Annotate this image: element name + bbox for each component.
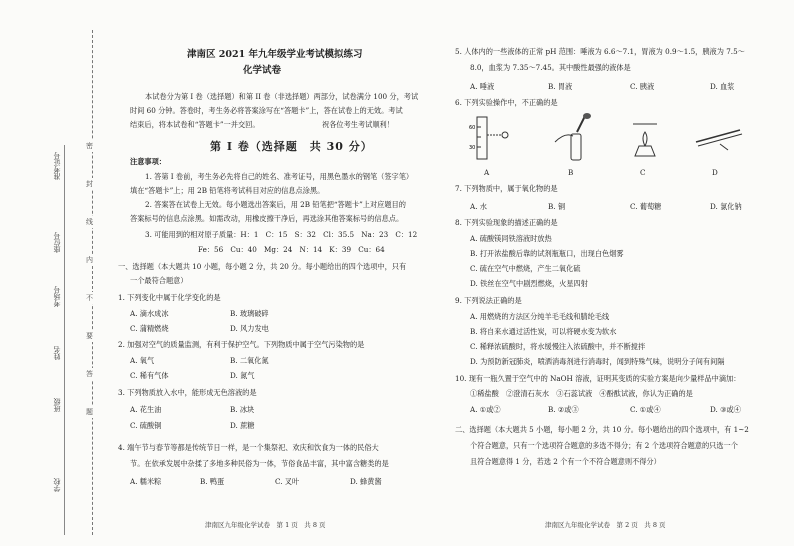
q10-option-a: A. ①或② xyxy=(470,405,501,414)
question-10-items: ①稀盐酸 ②澄清石灰水 ③石蕊试液 ④酚酞试液，你认为正确的是 xyxy=(470,389,693,398)
figure-label-c: C xyxy=(640,168,646,177)
q8-option-c: C. 硫在空气中燃烧，产生二氧化硫 xyxy=(470,264,581,273)
q9-option-b: B. 将自来水通过活性炭，可以将硬水变为软水 xyxy=(470,327,617,336)
q4-option-b: B. 鸭蛋 xyxy=(200,477,225,486)
q5-option-b: B. 胃液 xyxy=(548,82,573,91)
intro-line: 本试卷分为第 I 卷（选择题）和第 II 卷（非选择题）两部分，试卷满分 100 分，考试 xyxy=(145,92,419,101)
q7-option-d: D. 氯化钠 xyxy=(710,202,742,211)
q1-option-a: A. 滴水成冰 xyxy=(130,309,169,318)
q3-option-b: B. 冰块 xyxy=(230,405,255,414)
seal-char: 封 xyxy=(86,180,93,188)
notes-title: 注意事项： xyxy=(130,157,166,166)
section2-heading: 二、选择题（本大题共 5 小题，每小题 2 分，共 10 分。每小题给出的四个选项中，有 1~2 xyxy=(455,425,749,434)
figure-d-test-tube-heating xyxy=(690,116,750,156)
section2-heading: 个符合题意，只有一个选项符合题意的多选不得分；有 2 个选项符合题意的只选一个 xyxy=(470,441,738,450)
figure-label-d: D xyxy=(712,168,718,177)
question-6-stem: 6. 下列实验操作中，不正确的是 xyxy=(455,98,558,107)
q8-option-a: A. 硫酸镁同铁溶液时放热 xyxy=(470,234,552,243)
note-line: Fe：56 Cu：40 Mg：24 N：14 K：39 Cu：64 xyxy=(198,245,385,254)
question-2-stem: 2. 加强对空气的质量监测，有利于保护空气。下列物质中属于空气污染物的是 xyxy=(118,340,365,349)
question-7-stem: 7. 下列物质中，属于氧化物的是 xyxy=(455,184,558,193)
q2-option-d: D. 氮气 xyxy=(230,371,255,380)
q8-option-b: B. 打开浓盐酸后靠的试剂瓶瓶口，出现白色烟雾 xyxy=(470,249,624,258)
seal-char: 要 xyxy=(86,332,93,340)
fill-line xyxy=(64,145,65,535)
seal-line xyxy=(92,30,93,535)
question-5-stem: 5. 人体内的一些液体的正常 pH 范围：唾液为 6.6～7.1，胃液为 0.9～1.5，胰液为 7.5～ xyxy=(455,47,745,56)
q5-option-d: D. 血浆 xyxy=(710,82,735,91)
q2-option-a: A. 氧气 xyxy=(130,356,155,365)
q9-option-d: D. 为预防新冠肺炎，喷洒消毒剂进行消毒时，闻到特殊气味，说明分子间有间隔 xyxy=(470,357,725,366)
figure-c-burner xyxy=(625,114,665,164)
q3-option-a: A. 花生油 xyxy=(130,405,162,414)
q2-option-b: B. 二氧化氮 xyxy=(230,356,269,365)
note-line: 1. 答第 I 卷前，考生务必先将自己的姓名、准考证号，用黑色墨水的钢笔（签字笔） xyxy=(145,172,414,181)
seal-char: 答 xyxy=(86,370,93,378)
intro-line: 结束后，将本试卷和“答题卡”一并交回。 xyxy=(130,120,260,129)
q10-option-b: B. ②或③ xyxy=(548,405,579,414)
figure-b-dropper xyxy=(545,112,605,164)
question-8-stem: 8. 下列实验现象的描述正确的是 xyxy=(455,218,558,227)
q7-option-b: B. 铜 xyxy=(548,202,566,211)
q3-option-c: C. 硫酸铜 xyxy=(130,421,162,430)
question-4-stem: 4. 端午节与春节等都是传统节日一样，是一个集祭祀、欢庆和饮食为一体的民俗大 xyxy=(118,443,379,452)
ticket-no-label: 准考证号 xyxy=(53,152,61,180)
question-4-stem: 节。在依承发展中杂揉了多地多种民俗为一体，节俗食品丰富，其中富含糖类的是 xyxy=(130,459,389,468)
q2-option-c: C. 稀有气体 xyxy=(130,371,169,380)
q5-option-c: C. 胰液 xyxy=(630,82,655,91)
question-10-stem: 10. 现有一瓶久置于空气中的 NaOH 溶液，证明其变质的实验方案是向少量样品中滴加： xyxy=(455,374,741,383)
seat-no-label: 座位号 xyxy=(53,232,61,253)
figure-a-cylinder-reading xyxy=(465,113,525,163)
q1-option-d: D. 风力发电 xyxy=(230,324,269,333)
part1-title: 第 I 卷（选择题 共 30 分） xyxy=(210,140,373,153)
q1-option-b: B. 玻璃破碎 xyxy=(230,309,269,318)
question-1-stem: 1. 下列变化中属于化学变化的是 xyxy=(118,293,221,302)
seal-char: 密 xyxy=(86,142,93,150)
question-9-stem: 9. 下列说法正确的是 xyxy=(455,296,522,305)
q4-option-d: D. 蜂黄酱 xyxy=(350,477,382,486)
question-3-stem: 3. 下列物质放入水中，能形成无色溶液的是 xyxy=(118,388,257,397)
figure-label-b: B xyxy=(568,168,574,177)
q4-option-c: C. 叉叶 xyxy=(275,477,300,486)
q9-option-a: A. 用燃烧的方法区分纯羊毛毛线和腈纶毛线 xyxy=(470,312,610,321)
q7-option-c: C. 葡萄糖 xyxy=(630,202,662,211)
note-line: 3. 可能用到的相对原子质量：H：1 C：15 S：32 Cl：35.5 Na：23 C：12 xyxy=(145,230,418,239)
footer-page-1: 津南区九年级化学试卷 第 1 页 共 8 页 xyxy=(205,521,326,529)
svg-text:30: 30 xyxy=(469,145,476,151)
q10-option-c: C. ①或④ xyxy=(630,405,661,414)
intro-line: 时间 60 分钟。答卷时，考生务必将答案涂写在“答题卡”上，答在试卷上的无效。考试 xyxy=(130,106,403,115)
q10-option-d: D. ③或④ xyxy=(710,405,741,414)
q9-option-c: C. 稀释浓硫酸时，将水缓慢注入浓硫酸中，并不断搅拌 xyxy=(470,342,646,351)
seal-char: 不 xyxy=(86,294,93,302)
name-label: 姓名 xyxy=(53,346,61,360)
note-line: 2. 答案答在试卷上无效。每小题选出答案后，用 2B 铅笔把“答题卡”上对应题目的 xyxy=(145,200,406,209)
footer-page-2: 津南区九年级化学试卷 第 2 页 共 8 页 xyxy=(545,521,666,529)
seal-char: 内 xyxy=(86,256,93,264)
school-label: 学校 xyxy=(53,478,61,492)
svg-text:60: 60 xyxy=(469,125,476,131)
exam-room-label: 考场号 xyxy=(53,286,61,307)
q1-option-c: C. 蒲精燃烧 xyxy=(130,324,169,333)
exam-subtitle: 化学试卷 xyxy=(243,65,282,76)
intro-line: 祝各位考生考试顺利！ xyxy=(322,120,394,129)
question-5-stem: 8.0，血浆为 7.35～7.45。其中酸性最强的液体是 xyxy=(470,63,631,72)
seal-char: 线 xyxy=(86,218,93,226)
section1-heading: 一个最符合题意） xyxy=(130,276,188,285)
note-line: 填在“答题卡”上；用 2B 铅笔将考试科目对应的信息点涂黑。 xyxy=(130,186,325,195)
figure-label-a: A xyxy=(484,168,490,177)
q5-option-a: A. 唾液 xyxy=(470,82,495,91)
q7-option-a: A. 水 xyxy=(470,202,487,211)
note-line: 答案标号的信息点涂黑。如需改动，用橡皮擦干净后，再选涂其他答案标号的信息点。 xyxy=(130,214,404,223)
section2-heading: 且符合题意得 1 分，若选 2 个有一个不符合题意则不得分） xyxy=(470,457,661,466)
q4-option-a: A. 糯米粽 xyxy=(130,477,162,486)
section1-heading: 一、选择题（本大题共 10 小题，每小题 2 分，共 20 分。每小题给出的四个选项中，只有 xyxy=(118,262,407,271)
class-label: 班级 xyxy=(53,398,61,412)
q8-option-d: D. 铁丝在空气中剧烈燃烧，火星四射 xyxy=(470,279,588,288)
q3-option-d: D. 蔗糖 xyxy=(230,421,255,430)
seal-char: 题 xyxy=(86,408,93,416)
exam-title: 津南区 2021 年九年级学业考试模拟练习 xyxy=(187,49,363,60)
